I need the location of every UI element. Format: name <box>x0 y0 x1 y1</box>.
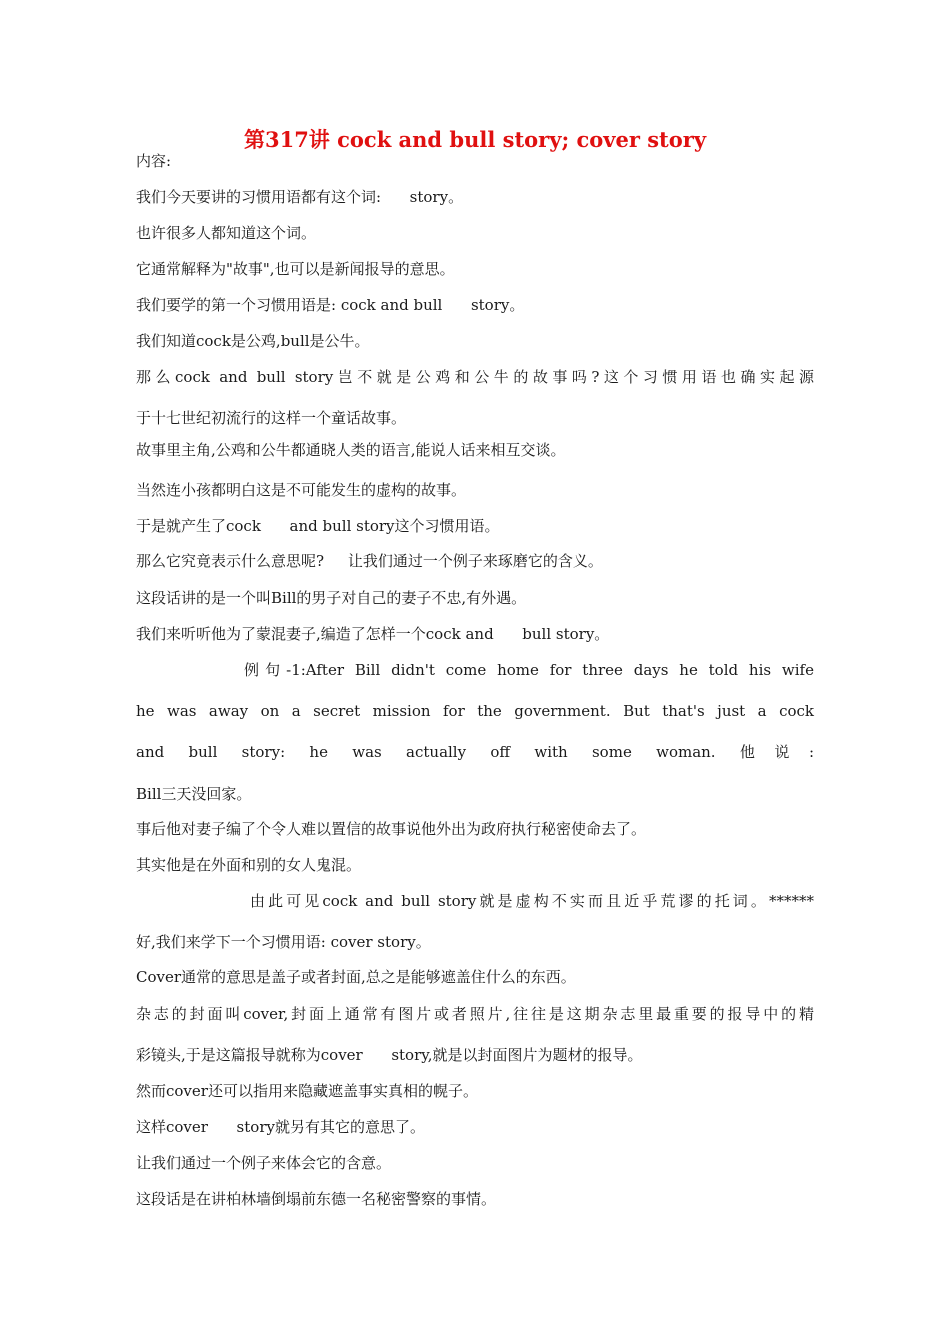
paragraph-line: 我们来听听他为了蒙混妻子,编造了怎样一个cock and bull story。 <box>136 625 610 643</box>
paragraph-line: 这段话讲的是一个叫Bill的男子对自己的妻子不忠,有外遇。 <box>136 589 527 607</box>
example-sentence-line: and bull story: he was actually off with some woman. 他说: <box>136 743 814 761</box>
example-sentence-line: 例句-1:After Bill didn't come home for three days he told his wife <box>244 661 814 679</box>
paragraph-line: 那么cock and bull story岂不就是公鸡和公牛的故事吗?这个习惯用语也确实起源 <box>136 368 814 386</box>
content-label: 内容: <box>136 152 172 170</box>
paragraph-line: 由此可见cock and bull story就是虚构不实而且近乎荒谬的托词。****** <box>250 892 814 910</box>
paragraph-line: 彩镜头,于是这篇报导就称为cover story,就是以封面图片为题材的报导。 <box>136 1046 643 1064</box>
paragraph-line: 这样cover story就另有其它的意思了。 <box>136 1118 425 1136</box>
paragraph-line: Cover通常的意思是盖子或者封面,总之是能够遮盖住什么的东西。 <box>136 968 576 986</box>
paragraph-line: 那么它究竟表示什么意思呢? 让我们通过一个例子来琢磨它的含义。 <box>136 552 603 570</box>
page-title: 第317讲 cock and bull story; cover story <box>243 127 707 152</box>
paragraph-line: 故事里主角,公鸡和公牛都通晓人类的语言,能说人话来相互交谈。 <box>136 441 566 459</box>
paragraph-line: 我们知道cock是公鸡,bull是公牛。 <box>136 332 370 350</box>
paragraph-line: 其实他是在外面和别的女人鬼混。 <box>136 856 362 874</box>
paragraph-line: 于十七世纪初流行的这样一个童话故事。 <box>136 409 407 427</box>
paragraph-line: 这段话是在讲柏林墙倒塌前东德一名秘密警察的事情。 <box>136 1190 497 1208</box>
paragraph-line: 杂志的封面叫cover,封面上通常有图片或者照片,往往是这期杂志里最重要的报导中的精 <box>136 1005 814 1023</box>
example-sentence-line: he was away on a secret mission for the government. But that's just a cock <box>136 702 814 720</box>
paragraph-line: 我们要学的第一个习惯用语是: cock and bull story。 <box>136 296 525 314</box>
paragraph-line: 事后他对妻子编了个令人难以置信的故事说他外出为政府执行秘密使命去了。 <box>136 820 647 838</box>
paragraph-line: 然而cover还可以指用来隐藏遮盖事实真相的幌子。 <box>136 1082 478 1100</box>
paragraph-line: Bill三天没回家。 <box>136 785 252 803</box>
paragraph-line: 好,我们来学下一个习惯用语: cover story。 <box>136 933 431 951</box>
paragraph-line: 让我们通过一个例子来体会它的含意。 <box>136 1154 392 1172</box>
paragraph-line: 它通常解释为"故事",也可以是新闻报导的意思。 <box>136 260 455 278</box>
paragraph-line: 当然连小孩都明白这是不可能发生的虚构的故事。 <box>136 481 467 499</box>
paragraph-line: 也许很多人都知道这个词。 <box>136 224 317 242</box>
paragraph-line: 于是就产生了cock and bull story这个习惯用语。 <box>136 517 500 535</box>
paragraph-line: 我们今天要讲的习惯用语都有这个词: story。 <box>136 188 464 206</box>
